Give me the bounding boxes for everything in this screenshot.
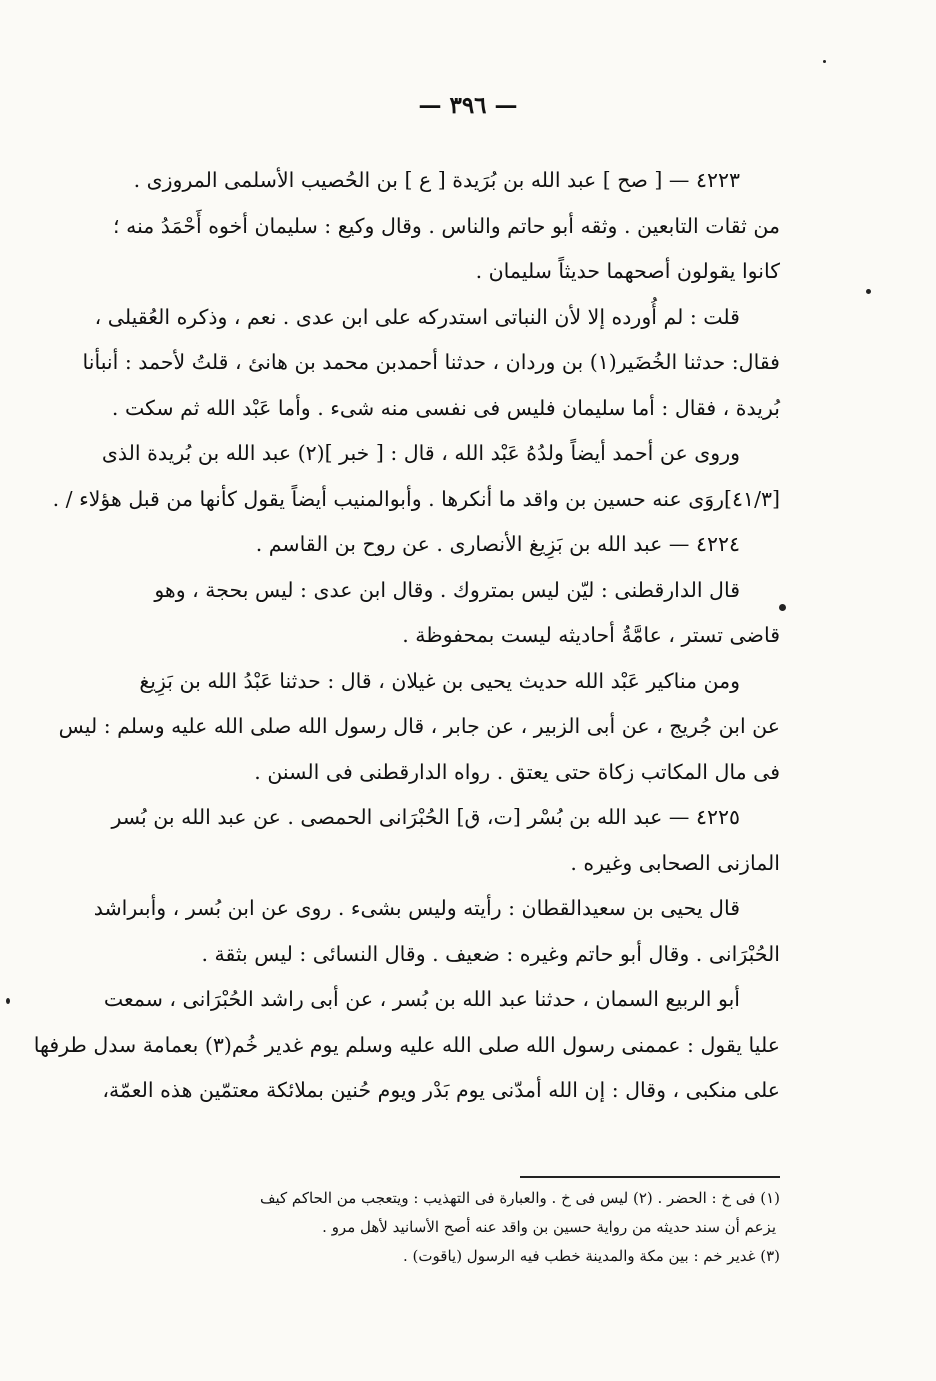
text-line: على منكبى ، وقال : إن الله أمدّنى يوم بَدْر ويوم حُنين بملائكة معتمّين هذه العمّة، <box>102 1078 780 1102</box>
footnote-line: (٣) غدير خم : بين مكة والمدينة خطب فيه الرسول (ياقوت) . <box>403 1247 780 1265</box>
footnote-line: (١) فى خ : الحضر . (٢) ليس فى خ . والعبارة فى التهذيب : ويتعجب من الحاكم كيف <box>259 1189 780 1207</box>
text-line: [٤١/٣]روَى عنه حسين بن واقد ما أنكرها . وأبوالمنيب أيضاً يقول كأنها من قبل هؤلاء / . <box>52 486 780 511</box>
ink-speck <box>779 604 786 611</box>
page-number: — ٣٩٦ — <box>418 92 518 119</box>
text-line: من ثقات التابعين . وثقه أبو حاتم والناس . وقال وكيع : سليمان أخوه أَحْمَدُ منه ؛ <box>113 213 780 238</box>
footnote-divider <box>520 1176 780 1178</box>
text-line: ٤٢٢٥ — عبد الله بن بُسْر [ت، ق] الحُبْرَانى الحمصى . عن عبد الله بن بُسر <box>111 805 740 829</box>
text-line: عليا يقول : عممنى رسول الله صلى الله عليه وسلم يوم غدير خُم(٣) بعمامة سدل طرفها <box>33 1032 780 1057</box>
text-line: ومن مناكير عَبْد الله حديث يحيى بن غيلان ، قال : حدثنا عَبْدُ الله بن بَزِيغ <box>139 668 740 693</box>
text-line: بُريدة ، فقال : أما سليمان فليس فى نفسى منه شىء . وأما عَبْد الله ثم سكت . <box>111 395 780 420</box>
text-line: قال يحيى بن سعيدالقطان : رأيته وليس بشىء . روى عن ابن بُسر ، وأبىراشد <box>93 896 740 920</box>
text-line: ٤٢٢٤ — عبد الله بن بَزِيغ الأنصارى . عن روح بن القاسم . <box>255 532 740 556</box>
footnotes <box>80 1184 780 1271</box>
text-line: أبو الربيع السمان ، حدثنا عبد الله بن بُسر ، عن أبى راشد الحُبْرَانى ، سمعت <box>103 987 740 1011</box>
text-line: ٤٢٢٣ — [ صح ] عبد الله بن بُرَيدة [ ع ] بن الحُصيب الأسلمى المروزى . <box>133 168 740 192</box>
text-line: المازنى الصحابى وغيره . <box>570 850 780 875</box>
text-line: فقال: حدثنا الخُضَير(١) بن وردان ، حدثنا أحمدبن محمد بن هانئ ، قلتُ لأحمد : أنبأنا <box>82 350 780 374</box>
text-line: عن ابن جُريج ، عن أبى الزبير ، عن جابر ، قال رسول الله صلى الله عليه وسلم : ليس <box>58 714 780 738</box>
text-line: كانوا يقولون أصحهما حديثاً سليمان . <box>475 259 780 283</box>
text-line: فى مال المكاتب زكاة حتى يعتق . رواه الدارقطنى فى السنن . <box>254 759 780 784</box>
text-line: قلت : لم أُورده إلا لأن النباتى استدركه على ابن عدى . نعم ، وذكره العُقيلى ، <box>94 304 740 329</box>
text-line: الحُبْرَانى . وقال أبو حاتم وغيره : ضعيف . وقال النسائى : ليس بثقة . <box>201 941 780 966</box>
footnote-line: يزعم أن سند حديثه من رواية حسين بن واقد عنه أصح الأسانيد لأهل مرو . <box>322 1218 776 1236</box>
ink-speck <box>866 289 871 294</box>
ink-speck <box>6 998 10 1004</box>
ink-speck <box>823 60 826 63</box>
text-line: قال الدارقطنى : ليّن ليس بمتروك . وقال ابن عدى : ليس بحجة ، وهو <box>154 577 740 602</box>
text-line: وروى عن أحمد أيضاً ولدُهُ عَبْد الله ، قال : [ خبر ](٢) عبد الله بن بُريدة الذى <box>101 441 740 465</box>
text-line: قاضى تستر ، عامَّةُ أحاديثه ليست بمحفوظة . <box>402 623 780 647</box>
main-text <box>33 158 780 1114</box>
